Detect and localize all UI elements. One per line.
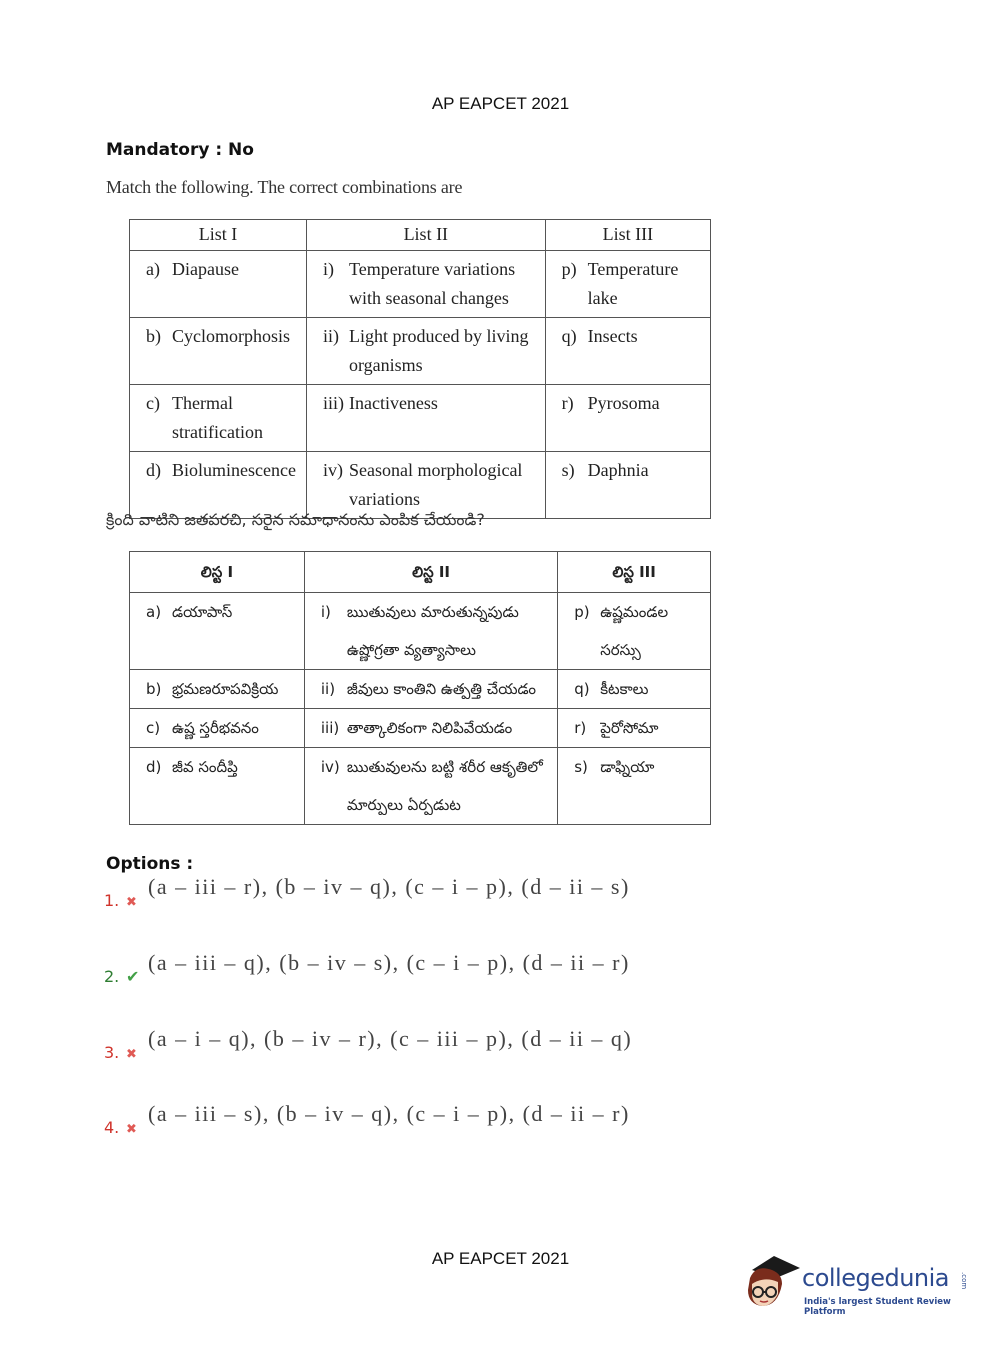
item-label: p) (574, 603, 590, 621)
option-3[interactable] (104, 1026, 633, 1062)
item-label: c) (146, 719, 161, 737)
header-list-3: List III (545, 220, 710, 251)
table-row (130, 670, 711, 709)
option-2[interactable] (104, 950, 630, 986)
header-list-2: లిస్ట II (304, 552, 557, 593)
item-label: r) (574, 719, 587, 737)
option-text: (a – iii – s), (b – iv – q), (c – i – p), (d – ii – r) (148, 1101, 630, 1126)
option-number: 1. (104, 891, 120, 910)
logo-tagline: India's largest Student Review Platform (804, 1297, 951, 1317)
mandatory-label: Mandatory : No (106, 140, 254, 160)
options-title: Options : (106, 854, 194, 874)
match-table-english (129, 219, 711, 519)
item-label: iii) (320, 719, 340, 737)
item-text: Insects (587, 326, 638, 346)
match-table-telugu (129, 551, 711, 825)
item-text: ఋతువులు మారుతున్నపుడు ఉష్ణోగ్రతా వ్యత్యాసాలు (346, 603, 519, 659)
item-text: Temperature lake (587, 259, 679, 308)
item-text: Seasonal morphological variations (348, 460, 523, 509)
item-label: iv) (322, 460, 343, 480)
table-header-row (130, 220, 711, 251)
item-text: ఋతువులను బట్టి శరీర ఆకృతిలో మార్పులు ఏర్పడుట (346, 758, 543, 814)
header-list-1: List I (130, 220, 307, 251)
option-text: (a – i – q), (b – iv – r), (c – iii – p), (d – ii – q) (148, 1026, 633, 1051)
wrong-cross-icon: ✖ (126, 1122, 137, 1137)
option-text: (a – iii – r), (b – iv – q), (c – i – p), (d – ii – s) (148, 874, 630, 899)
item-label: s) (574, 758, 588, 776)
wrong-cross-icon: ✖ (126, 895, 137, 910)
item-text: ఉష్ణ స్తరీభవనం (172, 719, 259, 737)
item-text: కీటకాలు (600, 680, 649, 698)
table-row (130, 748, 711, 825)
item-label: iv) (320, 758, 340, 776)
item-label: p) (561, 259, 577, 279)
item-label: b) (146, 326, 161, 346)
item-text: Inactiveness (348, 393, 438, 413)
item-label: c) (146, 393, 160, 413)
table-row (130, 593, 711, 670)
collegedunia-logo[interactable] (742, 1250, 972, 1320)
item-label: a) (146, 603, 162, 621)
item-text: Light produced by living organisms (348, 326, 529, 375)
table-row (130, 318, 711, 385)
table-row (130, 452, 711, 519)
item-label: s) (561, 460, 575, 480)
item-label: ii) (320, 680, 336, 698)
option-number: 2. (104, 967, 120, 986)
item-label: r) (561, 393, 574, 413)
item-label: i) (322, 259, 334, 279)
item-label: q) (561, 326, 577, 346)
logo-domain-suffix: .com (960, 1272, 968, 1290)
header-list-3: లిస్ట III (558, 552, 711, 593)
header-list-1: లిస్ట I (130, 552, 305, 593)
item-text: Thermal stratification (172, 393, 263, 442)
item-label: q) (574, 680, 590, 698)
table-row (130, 385, 711, 452)
mascot-icon (742, 1250, 802, 1312)
table-row (130, 709, 711, 748)
page-header: AP EAPCET 2021 (431, 94, 570, 113)
table-header-row (130, 552, 711, 593)
option-1[interactable] (104, 874, 630, 910)
option-number: 3. (104, 1043, 120, 1062)
question-text-telugu: క్రింది వాటిని జతపరచి, సరైన సమాధానంను ఎంపిక చేయండి? (106, 510, 485, 529)
item-text: Temperature variations with seasonal changes (348, 259, 516, 308)
header-list-2: List II (306, 220, 545, 251)
item-label: d) (146, 758, 162, 776)
item-label: i) (320, 603, 331, 621)
option-4[interactable] (104, 1101, 630, 1137)
page-footer: AP EAPCET 2021 (431, 1249, 570, 1268)
logo-wordmark: collegedunia (802, 1264, 950, 1292)
wrong-cross-icon: ✖ (126, 1047, 137, 1062)
item-text: Cyclomorphosis (172, 326, 291, 346)
item-label: ii) (322, 326, 339, 346)
item-label: a) (146, 259, 160, 279)
item-text: జీవ సందీప్తి (172, 758, 238, 776)
option-number: 4. (104, 1118, 120, 1137)
item-text: Bioluminescence (172, 460, 296, 480)
option-text: (a – iii – q), (b – iv – s), (c – i – p), (d – ii – r) (148, 950, 630, 975)
item-text: భ్రమణరూపవిక్రియ (172, 680, 279, 698)
item-text: తాత్కాలికంగా నిలిపివేయడం (346, 719, 513, 737)
item-text: పైరోసోమా (600, 719, 659, 737)
item-text: డాఫ్నియా (600, 758, 655, 776)
item-label: d) (146, 460, 161, 480)
item-text: డయాపాస్ (172, 603, 233, 621)
question-text-english: Match the following. The correct combinations are (106, 177, 463, 197)
item-label: iii) (322, 393, 344, 413)
item-text: జీవులు కాంతిని ఉత్పత్తి చేయడం (346, 680, 536, 698)
item-text: Daphnia (587, 460, 649, 480)
item-text: Pyrosoma (587, 393, 660, 413)
item-text: ఉష్ణమండల సరస్సు (600, 603, 669, 659)
item-text: Diapause (172, 259, 239, 279)
correct-check-icon: ✔ (126, 967, 140, 986)
table-row (130, 251, 711, 318)
item-label: b) (146, 680, 162, 698)
